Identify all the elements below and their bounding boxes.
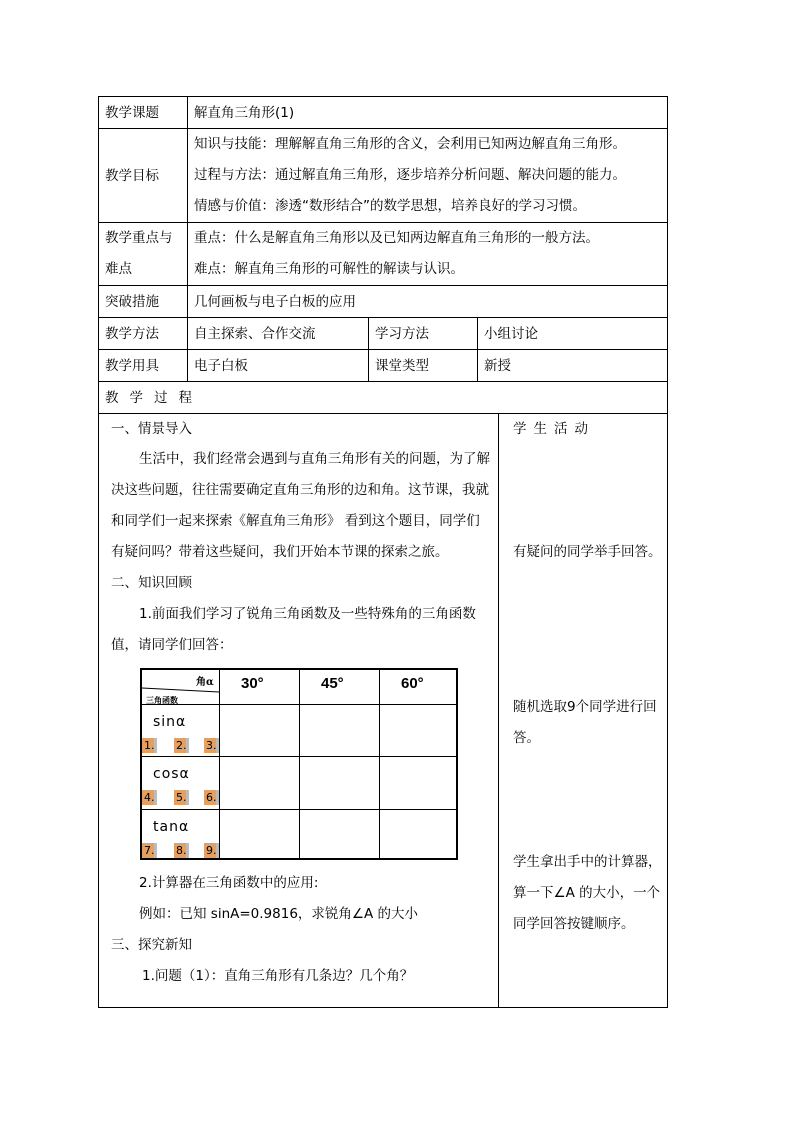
angle-header: 30°: [241, 675, 264, 692]
paragraph-line: 生活中，我们经常会遇到与直角三角形有关的问题，为了解: [139, 451, 490, 467]
answer-button[interactable]: 9.: [204, 843, 219, 858]
activity-line: 有疑问的同学举手回答。: [513, 544, 662, 560]
trig-value-table: [140, 668, 458, 860]
lesson-plan-table: [98, 96, 668, 1008]
grid-line: [299, 670, 300, 858]
function-label: tanα: [153, 819, 190, 835]
section-heading: 二、知识回顾: [111, 575, 192, 591]
method-label: 教学方法: [99, 318, 188, 350]
student-activity-cell: [499, 414, 668, 1008]
answer-button[interactable]: 8.: [174, 843, 189, 858]
paragraph-line: 决这些问题，往往需要确定直角三角形的边和角。这节课，我就: [111, 482, 489, 498]
class-type-label: 课堂类型: [369, 350, 478, 382]
answer-button[interactable]: 3.: [204, 738, 219, 753]
paragraph-line: 1.前面我们学习了锐角三角函数及一些特殊角的三角函数: [139, 606, 476, 622]
key-label: [99, 223, 188, 286]
paragraph-line: 例如：已知 sinA=0.9816，求锐角∠A 的大小: [139, 906, 419, 922]
goal-line: 过程与方法：通过解直角三角形，逐步培养分析问题、解决问题的能力。: [194, 167, 626, 183]
activity-line: 同学回答按键顺序。: [513, 916, 635, 932]
lesson-plan-page: [98, 96, 667, 1008]
measures-label: 突破措施: [99, 286, 188, 318]
paragraph-line: 2.计算器在三角函数中的应用:: [139, 875, 319, 891]
angle-header: 45°: [321, 675, 344, 692]
angle-header: 60°: [401, 675, 424, 692]
activity-line: 学生拿出手中的计算器，: [513, 854, 662, 870]
answer-button[interactable]: 2.: [174, 738, 189, 753]
key-line: 难点：解直角三角形的可解性的解读与认识。: [194, 261, 464, 277]
class-type-value: 新授: [478, 350, 668, 382]
goals-cell: [188, 129, 668, 223]
paragraph-line: 值，请同学们回答：: [111, 637, 233, 653]
answer-button[interactable]: 6.: [204, 790, 219, 805]
section-heading: 一、情景导入: [111, 421, 192, 437]
process-left-cell: [99, 414, 499, 1008]
function-label: sinα: [153, 714, 187, 730]
student-activity-header: 学生活动: [513, 421, 595, 437]
function-label: cosα: [153, 766, 190, 782]
corner-angle-label: 角α: [196, 677, 214, 688]
goal-line: 知识与技能：理解解直角三角形的含义，会利用已知两边解直角三角形。: [194, 136, 626, 152]
key-label-line: 难点: [105, 261, 132, 277]
answer-button[interactable]: 7.: [142, 843, 157, 858]
process-header: 教学过程: [99, 382, 668, 414]
method-value: 自主探索、合作交流: [188, 318, 369, 350]
answer-button[interactable]: 4.: [142, 790, 157, 805]
answer-button[interactable]: 1.: [142, 738, 157, 753]
key-label-line: 教学重点与: [105, 230, 173, 246]
tools-label: 教学用具: [99, 350, 188, 382]
activity-line: 答。: [513, 730, 540, 746]
paragraph-line: 1.问题（1）：直角三角形有几条边？几个角？: [142, 968, 414, 984]
section-heading: 三、探究新知: [111, 937, 192, 953]
activity-line: 算一下∠A 的大小，一个: [513, 885, 661, 901]
study-method-label: 学习方法: [369, 318, 478, 350]
activity-line: 随机选取9个同学进行回: [513, 699, 657, 715]
tools-value: 电子白板: [188, 350, 369, 382]
goal-line: 情感与价值：渗透“数形结合”的数学思想，培养良好的学习习惯。: [194, 198, 586, 214]
grid-line: [379, 670, 380, 858]
corner-function-label: 三角函数: [146, 695, 178, 705]
study-method-value: 小组讨论: [478, 318, 668, 350]
paragraph-line: 有疑问吗？带着这些疑问，我们开始本节课的探索之旅。: [111, 544, 449, 560]
topic-value: 解直角三角形(1): [188, 97, 668, 129]
paragraph-line: 和同学们一起来探索《解直角三角形》 看到这个题目，同学们: [111, 513, 480, 529]
key-line: 重点：什么是解直角三角形以及已知两边解直角三角形的一般方法。: [194, 230, 599, 246]
answer-button[interactable]: 5.: [174, 790, 189, 805]
topic-label: 教学课题: [99, 97, 188, 129]
goals-label: 教学目标: [99, 129, 188, 223]
key-cell: [188, 223, 668, 286]
measures-value: 几何画板与电子白板的应用: [188, 286, 668, 318]
